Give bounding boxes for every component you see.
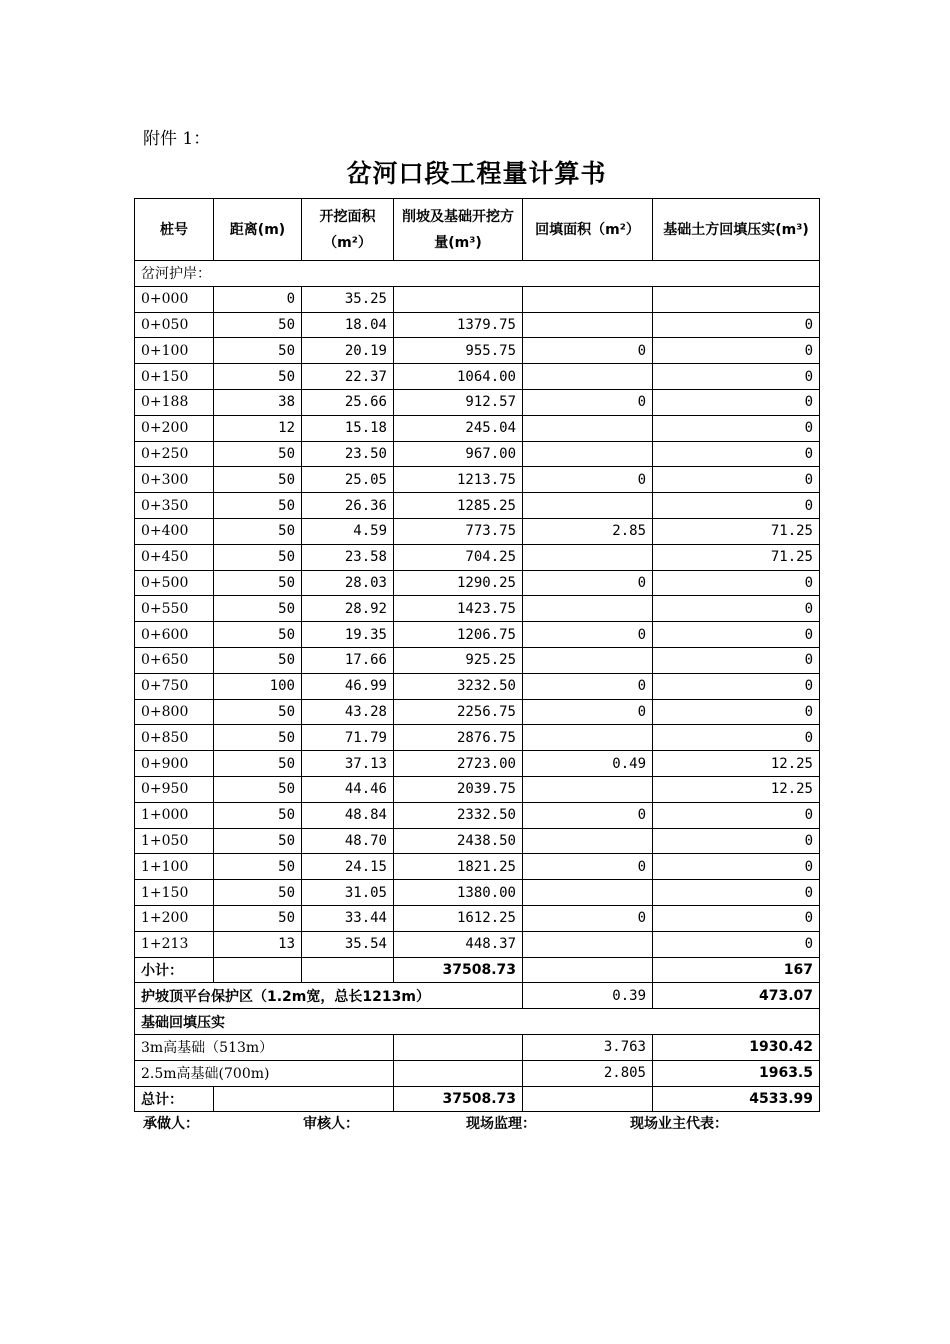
table-row (135, 828, 820, 854)
cell-distance: 50 (214, 467, 302, 493)
cell-backfill-area (523, 725, 653, 751)
table-row (135, 751, 820, 777)
empty-cell (394, 1034, 523, 1060)
cell-excavation-volume: 2039.75 (394, 776, 523, 802)
platform-backfill-area: 0.39 (523, 983, 653, 1009)
cell-excavation-area: 25.05 (302, 467, 394, 493)
cell-excavation-volume: 1206.75 (394, 622, 523, 648)
cell-backfill-area (523, 544, 653, 570)
cell-station: 0+350 (135, 493, 214, 519)
cell-backfill-volume: 71.25 (653, 518, 820, 544)
cell-backfill-volume: 0 (653, 905, 820, 931)
cell-excavation-volume: 1379.75 (394, 312, 523, 338)
cell-backfill-area: 0 (523, 699, 653, 725)
cell-backfill-area (523, 880, 653, 906)
cell-distance: 50 (214, 647, 302, 673)
empty-cell (394, 1060, 523, 1086)
header-row (135, 199, 820, 261)
cell-backfill-area: 0 (523, 467, 653, 493)
cell-backfill-area: 0 (523, 338, 653, 364)
cell-excavation-area: 48.70 (302, 828, 394, 854)
subtotal-row (135, 957, 820, 983)
cell-excavation-area: 31.05 (302, 880, 394, 906)
cell-distance: 50 (214, 880, 302, 906)
table-row (135, 699, 820, 725)
cell-excavation-volume (394, 286, 523, 312)
cell-backfill-volume: 0 (653, 467, 820, 493)
cell-backfill-volume: 0 (653, 441, 820, 467)
cell-excavation-area: 24.15 (302, 854, 394, 880)
cell-excavation-area: 15.18 (302, 415, 394, 441)
total-label: 总计： (135, 1086, 214, 1112)
cell-backfill-area: 0 (523, 802, 653, 828)
cell-distance: 50 (214, 364, 302, 390)
cell-backfill-area (523, 776, 653, 802)
cell-excavation-volume: 2332.50 (394, 802, 523, 828)
cell-distance: 50 (214, 751, 302, 777)
cell-distance: 50 (214, 493, 302, 519)
total-row (135, 1086, 820, 1112)
cell-backfill-volume: 0 (653, 312, 820, 338)
cell-excavation-volume: 704.25 (394, 544, 523, 570)
subtotal-label: 小计： (135, 957, 214, 983)
header-backfill-area: 回填面积（m²） (523, 199, 653, 261)
cell-backfill-volume: 0 (653, 622, 820, 648)
table-row (135, 647, 820, 673)
cell-distance: 38 (214, 389, 302, 415)
cell-distance: 50 (214, 699, 302, 725)
cell-distance: 50 (214, 312, 302, 338)
header-backfill-volume: 基础土方回填压实(m³) (653, 199, 820, 261)
cell-excavation-volume: 2876.75 (394, 725, 523, 751)
cell-station: 1+200 (135, 905, 214, 931)
cell-excavation-area: 44.46 (302, 776, 394, 802)
cell-backfill-area (523, 647, 653, 673)
table-row (135, 622, 820, 648)
cell-backfill-volume: 0 (653, 725, 820, 751)
cell-distance: 50 (214, 441, 302, 467)
cell-backfill-area (523, 931, 653, 957)
cell-excavation-volume: 773.75 (394, 518, 523, 544)
cell-station: 1+050 (135, 828, 214, 854)
cell-backfill-volume: 71.25 (653, 544, 820, 570)
section-title: 岔河护岸： (135, 261, 820, 287)
table-row (135, 441, 820, 467)
cell-station: 0+100 (135, 338, 214, 364)
cell-backfill-volume: 12.25 (653, 751, 820, 777)
signature-supervisor: 现场监理： (466, 1116, 536, 1132)
cell-backfill-volume: 0 (653, 596, 820, 622)
quantity-table (134, 198, 820, 1112)
table-row (135, 673, 820, 699)
header-station: 桩号 (135, 199, 214, 261)
foundation-label: 3m高基础（513m） (135, 1034, 394, 1060)
cell-excavation-volume: 1285.25 (394, 493, 523, 519)
cell-excavation-volume: 3232.50 (394, 673, 523, 699)
subtotal-excavation-volume: 37508.73 (394, 957, 523, 983)
cell-distance: 100 (214, 673, 302, 699)
cell-backfill-volume: 0 (653, 338, 820, 364)
cell-backfill-volume: 0 (653, 364, 820, 390)
cell-distance: 50 (214, 338, 302, 364)
cell-excavation-volume: 1612.25 (394, 905, 523, 931)
cell-excavation-volume: 967.00 (394, 441, 523, 467)
cell-distance: 50 (214, 570, 302, 596)
cell-excavation-volume: 2723.00 (394, 751, 523, 777)
cell-excavation-area: 23.50 (302, 441, 394, 467)
cell-excavation-area: 18.04 (302, 312, 394, 338)
platform-backfill-volume: 473.07 (653, 983, 820, 1009)
cell-backfill-area: 0 (523, 854, 653, 880)
attachment-label: 附件 1： (143, 129, 211, 149)
header-excavation-volume: 削坡及基础开挖方量(m³) (394, 199, 523, 261)
table-row (135, 570, 820, 596)
cell-distance: 50 (214, 828, 302, 854)
cell-excavation-volume: 448.37 (394, 931, 523, 957)
cell-distance: 50 (214, 544, 302, 570)
cell-backfill-area (523, 596, 653, 622)
cell-station: 0+150 (135, 364, 214, 390)
table-row (135, 931, 820, 957)
cell-backfill-volume: 12.25 (653, 776, 820, 802)
cell-excavation-area: 48.84 (302, 802, 394, 828)
cell-station: 1+150 (135, 880, 214, 906)
cell-excavation-area: 4.59 (302, 518, 394, 544)
empty-cell (214, 1086, 394, 1112)
cell-excavation-volume: 1821.25 (394, 854, 523, 880)
table-row (135, 467, 820, 493)
cell-excavation-area: 28.03 (302, 570, 394, 596)
table-row (135, 880, 820, 906)
cell-station: 0+188 (135, 389, 214, 415)
table-row (135, 544, 820, 570)
cell-station: 0+400 (135, 518, 214, 544)
cell-backfill-area: 0 (523, 905, 653, 931)
cell-distance: 50 (214, 518, 302, 544)
cell-backfill-volume (653, 286, 820, 312)
cell-station: 0+600 (135, 622, 214, 648)
page-title: 岔河口段工程量计算书 (346, 159, 607, 188)
cell-station: 0+050 (135, 312, 214, 338)
cell-distance: 50 (214, 776, 302, 802)
table-row (135, 364, 820, 390)
cell-excavation-area: 23.58 (302, 544, 394, 570)
header-excavation-area: 开挖面积（m²） (302, 199, 394, 261)
platform-label: 护坡顶平台保护区（1.2m宽，总长1213m） (135, 983, 523, 1009)
cell-distance: 50 (214, 596, 302, 622)
cell-station: 0+650 (135, 647, 214, 673)
signature-contractor: 承做人： (143, 1116, 199, 1132)
cell-backfill-area: 0 (523, 622, 653, 648)
table-row (135, 802, 820, 828)
cell-excavation-area: 25.66 (302, 389, 394, 415)
cell-distance: 12 (214, 415, 302, 441)
cell-station: 0+550 (135, 596, 214, 622)
cell-distance: 50 (214, 622, 302, 648)
empty-cell (302, 957, 394, 983)
foundation-backfill-volume: 1963.5 (653, 1060, 820, 1086)
cell-distance: 50 (214, 905, 302, 931)
foundation-row (135, 1060, 820, 1086)
cell-excavation-area: 35.54 (302, 931, 394, 957)
cell-excavation-volume: 2438.50 (394, 828, 523, 854)
cell-backfill-area (523, 493, 653, 519)
cell-excavation-volume: 245.04 (394, 415, 523, 441)
foundation-section-title: 基础回填压实 (135, 1009, 820, 1035)
foundation-backfill-volume: 1930.42 (653, 1034, 820, 1060)
cell-backfill-area (523, 312, 653, 338)
cell-station: 0+950 (135, 776, 214, 802)
empty-cell (214, 957, 302, 983)
cell-excavation-area: 28.92 (302, 596, 394, 622)
cell-backfill-volume: 0 (653, 389, 820, 415)
cell-backfill-volume: 0 (653, 415, 820, 441)
empty-cell (523, 1086, 653, 1112)
cell-excavation-volume: 955.75 (394, 338, 523, 364)
cell-station: 0+200 (135, 415, 214, 441)
cell-excavation-area: 17.66 (302, 647, 394, 673)
section-row (135, 261, 820, 287)
cell-distance: 50 (214, 854, 302, 880)
cell-station: 0+450 (135, 544, 214, 570)
cell-backfill-area (523, 364, 653, 390)
cell-station: 1+100 (135, 854, 214, 880)
cell-excavation-volume: 2256.75 (394, 699, 523, 725)
foundation-row (135, 1034, 820, 1060)
cell-backfill-area (523, 441, 653, 467)
cell-backfill-area (523, 828, 653, 854)
cell-excavation-volume: 912.57 (394, 389, 523, 415)
cell-backfill-volume: 0 (653, 699, 820, 725)
cell-excavation-area: 33.44 (302, 905, 394, 931)
cell-station: 0+250 (135, 441, 214, 467)
cell-excavation-volume: 1290.25 (394, 570, 523, 596)
cell-backfill-volume: 0 (653, 673, 820, 699)
cell-backfill-volume: 0 (653, 647, 820, 673)
cell-excavation-volume: 1423.75 (394, 596, 523, 622)
cell-excavation-area: 46.99 (302, 673, 394, 699)
cell-backfill-area (523, 415, 653, 441)
cell-station: 0+900 (135, 751, 214, 777)
table-row (135, 286, 820, 312)
table-row (135, 493, 820, 519)
subtotal-backfill-volume: 167 (653, 957, 820, 983)
cell-backfill-volume: 0 (653, 570, 820, 596)
cell-station: 0+750 (135, 673, 214, 699)
table-row (135, 905, 820, 931)
cell-distance: 0 (214, 286, 302, 312)
cell-station: 0+500 (135, 570, 214, 596)
cell-excavation-volume: 925.25 (394, 647, 523, 673)
cell-backfill-area: 0 (523, 570, 653, 596)
cell-backfill-area: 0 (523, 673, 653, 699)
table-row (135, 854, 820, 880)
table-row (135, 596, 820, 622)
foundation-label: 2.5m高基础(700m) (135, 1060, 394, 1086)
cell-excavation-area: 35.25 (302, 286, 394, 312)
cell-excavation-area: 19.35 (302, 622, 394, 648)
table-row (135, 776, 820, 802)
cell-excavation-area: 26.36 (302, 493, 394, 519)
cell-station: 1+213 (135, 931, 214, 957)
cell-backfill-volume: 0 (653, 880, 820, 906)
cell-excavation-area: 43.28 (302, 699, 394, 725)
cell-excavation-area: 37.13 (302, 751, 394, 777)
cell-backfill-volume: 0 (653, 802, 820, 828)
empty-cell (523, 957, 653, 983)
cell-distance: 50 (214, 802, 302, 828)
foundation-section-row (135, 1009, 820, 1035)
cell-excavation-area: 71.79 (302, 725, 394, 751)
table-row (135, 338, 820, 364)
cell-backfill-area: 0.49 (523, 751, 653, 777)
cell-distance: 50 (214, 725, 302, 751)
cell-excavation-area: 20.19 (302, 338, 394, 364)
cell-backfill-area: 2.85 (523, 518, 653, 544)
cell-station: 0+850 (135, 725, 214, 751)
cell-backfill-area (523, 286, 653, 312)
header-distance: 距离(m) (214, 199, 302, 261)
cell-excavation-area: 22.37 (302, 364, 394, 390)
foundation-backfill-area: 2.805 (523, 1060, 653, 1086)
total-excavation-volume: 37508.73 (394, 1086, 523, 1112)
signature-owner-rep: 现场业主代表： (630, 1116, 728, 1132)
table-row (135, 389, 820, 415)
cell-backfill-area: 0 (523, 389, 653, 415)
foundation-backfill-area: 3.763 (523, 1034, 653, 1060)
cell-backfill-volume: 0 (653, 493, 820, 519)
cell-backfill-volume: 0 (653, 931, 820, 957)
cell-backfill-volume: 0 (653, 828, 820, 854)
cell-excavation-volume: 1380.00 (394, 880, 523, 906)
cell-station: 0+800 (135, 699, 214, 725)
signature-reviewer: 审核人： (303, 1116, 359, 1132)
table-row (135, 312, 820, 338)
cell-station: 1+000 (135, 802, 214, 828)
cell-excavation-volume: 1213.75 (394, 467, 523, 493)
table-row (135, 518, 820, 544)
cell-distance: 13 (214, 931, 302, 957)
cell-backfill-volume: 0 (653, 854, 820, 880)
table-row (135, 725, 820, 751)
table-row (135, 415, 820, 441)
total-backfill-volume: 4533.99 (653, 1086, 820, 1112)
cell-station: 0+300 (135, 467, 214, 493)
cell-station: 0+000 (135, 286, 214, 312)
platform-row (135, 983, 820, 1009)
cell-excavation-volume: 1064.00 (394, 364, 523, 390)
